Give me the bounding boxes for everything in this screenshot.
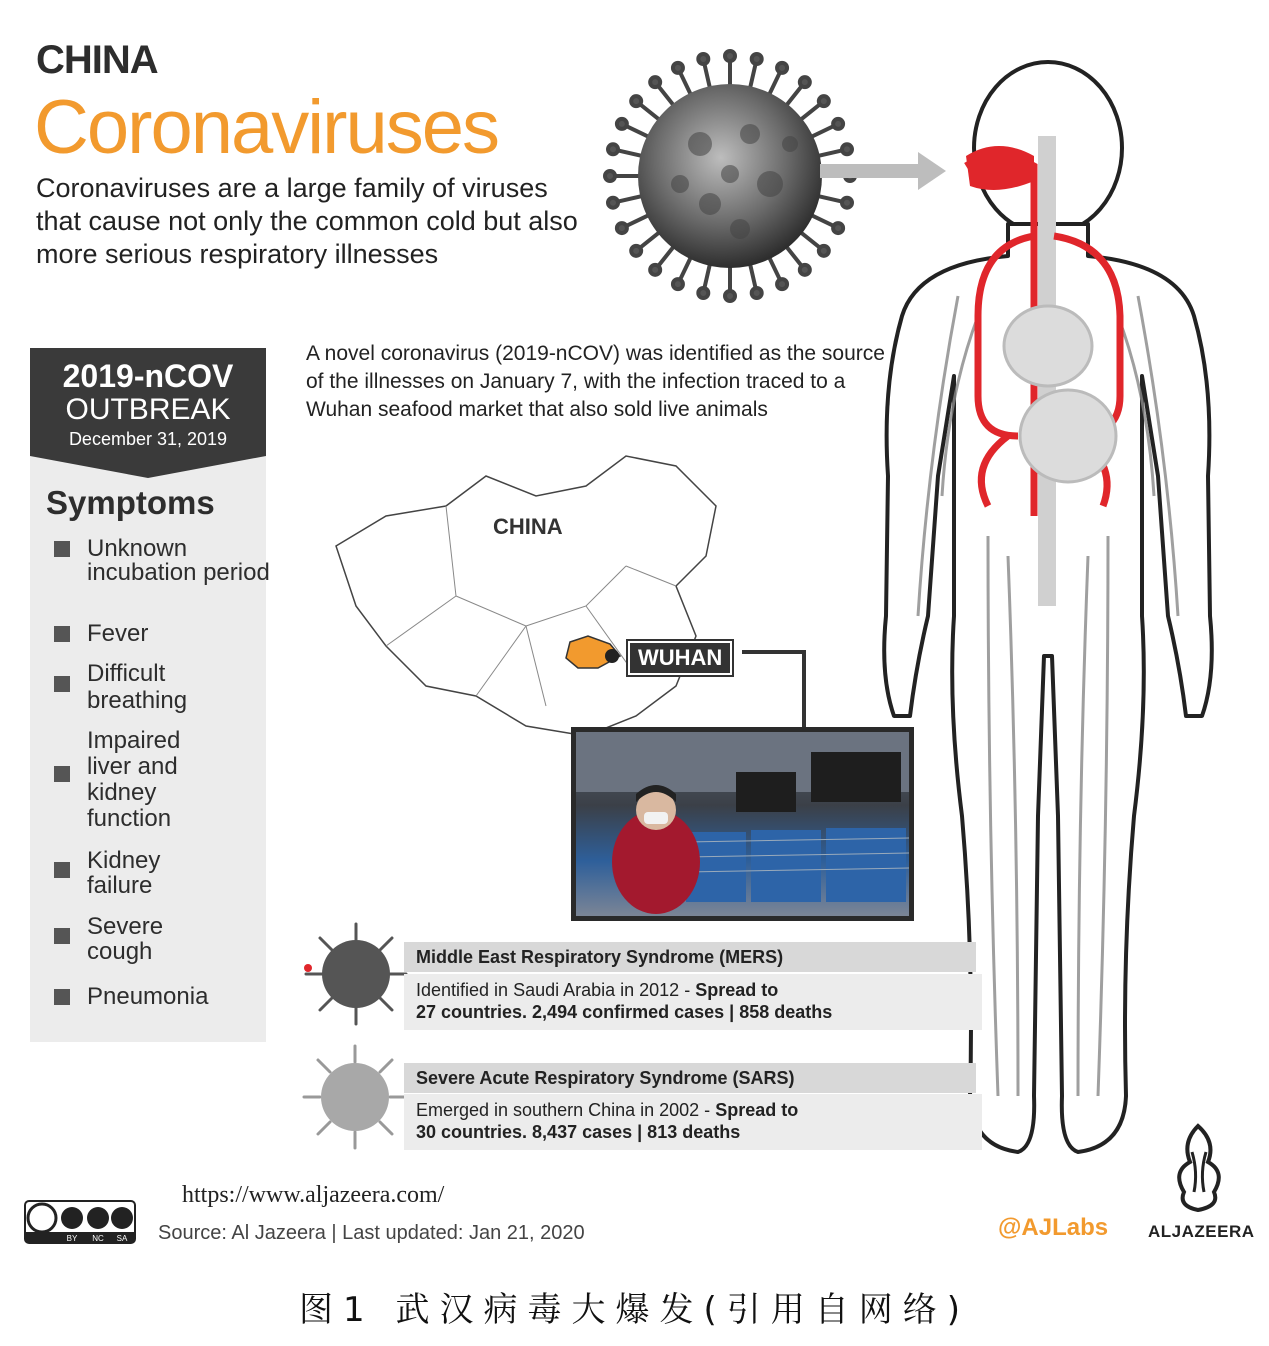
outbreak-box (30, 348, 266, 456)
virus-spike-tip (800, 77, 810, 87)
connector-line (740, 648, 810, 730)
mers-detail-text: Identified in Saudi Arabia in 2012 - (416, 980, 696, 1000)
virus-spike-tip (819, 246, 829, 256)
sars-virus-icon (298, 1040, 412, 1154)
bullet-square-icon (54, 626, 70, 642)
cc-by-label: BY (66, 1234, 78, 1243)
symptom-text: Severe cough (87, 913, 164, 965)
bullet-square-icon (54, 541, 70, 557)
outbreak-label: OUTBREAK (65, 393, 231, 426)
virus-spike-tip (631, 96, 641, 106)
symptom-text: Unknown incubation period (87, 535, 270, 586)
sars-detail-bold: Spread to (715, 1100, 799, 1120)
symptom-text: Difficult breathing (87, 660, 188, 714)
outbreak-date: December 31, 2019 (68, 429, 228, 449)
virus-spike-tip (842, 198, 852, 208)
china-map (326, 446, 746, 746)
virus-spike-tip (777, 279, 787, 289)
bullet-square-icon (54, 989, 70, 1005)
market-photo (571, 727, 914, 921)
sars-detail-text: Emerged in southern China in 2002 - (416, 1100, 716, 1120)
virus-spike-tip (777, 63, 787, 73)
mers-stats: 27 countries. 2,494 confirmed cases | 858 deaths (416, 1002, 833, 1022)
virus-spike-tip (725, 51, 735, 61)
symptoms-heading: Symptoms (46, 484, 215, 521)
virus-spike-tip (673, 279, 683, 289)
virus-spike-tip (617, 119, 627, 129)
virus-spike-tip (631, 246, 641, 256)
symptom-text: Fever (87, 620, 149, 647)
market-photo-scene (576, 732, 909, 916)
map-city-label: WUHAN (628, 641, 732, 675)
mers-title: Middle East Respiratory Syndrome (MERS) (404, 942, 976, 972)
virus-spike-tip (752, 288, 762, 298)
cc-nc-label: NC (92, 1234, 104, 1243)
bullet-square-icon (54, 676, 70, 692)
outbreak-box-pointer (30, 456, 266, 478)
virus-spike-tip (608, 144, 618, 154)
virus-spike-tip (833, 223, 843, 233)
virus-spike-tip (698, 54, 708, 64)
mers-details (404, 974, 982, 1030)
figure-caption: 图1 武汉病毒大爆发(引用自网络) (299, 1290, 970, 1330)
virus-spike-tip (650, 265, 660, 275)
country-heading: CHINA (36, 38, 158, 82)
bullet-square-icon (54, 862, 70, 878)
aljazeera-brand: ALJAZEERA (1148, 1222, 1255, 1241)
cc-sa-label: SA (116, 1234, 128, 1243)
symptom-text: Pneumonia (87, 983, 209, 1010)
intro-text: Coronaviruses are a large family of viruses that cause not only the common cold but also more serious respiratory illnesses (36, 173, 578, 269)
outbreak-code: 2019-nCOV (62, 358, 234, 394)
virus-spike-tip (608, 198, 618, 208)
bullet-square-icon (54, 766, 70, 782)
novel-coronavirus-text: A novel coronavirus (2019-nCOV) was identified as the source of the illnesses on January 7, with the infection traced to a Wuhan seafood market that also sold live animals (306, 342, 885, 421)
virus-spike-tip (617, 223, 627, 233)
source-line: Source: Al Jazeera | Last updated: Jan 21, 2020 (158, 1222, 585, 1244)
virus-spike-tip (752, 54, 762, 64)
virus-spike-tip (819, 96, 829, 106)
bullet-square-icon (54, 928, 70, 944)
virus-spike-tip (725, 291, 735, 301)
wuhan-marker (605, 649, 619, 663)
virus-spike-tip (833, 119, 843, 129)
sars-details (404, 1094, 982, 1150)
sars-stats: 30 countries. 8,437 cases | 813 deaths (416, 1122, 741, 1142)
virus-spike-tip (673, 63, 683, 73)
symptom-text: Kidney failure (87, 847, 161, 899)
virus-spike-tip (800, 265, 810, 275)
virus-spike-tip (698, 288, 708, 298)
aljazeera-logo-icon (1168, 1122, 1230, 1214)
sars-title: Severe Acute Respiratory Syndrome (SARS) (404, 1063, 976, 1093)
mers-virus-icon (300, 918, 412, 1030)
creative-commons-icon (24, 1200, 136, 1244)
page-title: Coronaviruses (34, 85, 498, 170)
ajlabs-handle: @AJLabs (998, 1214, 1109, 1241)
mers-detail-bold: Spread to (695, 980, 779, 1000)
virus-spike-tip (650, 77, 660, 87)
symptom-text: Impaired liver and kidney function (87, 727, 181, 832)
virus-spike-tip (605, 171, 615, 181)
map-country-label: CHINA (493, 514, 563, 539)
source-url[interactable]: https://www.aljazeera.com/ (182, 1182, 445, 1208)
